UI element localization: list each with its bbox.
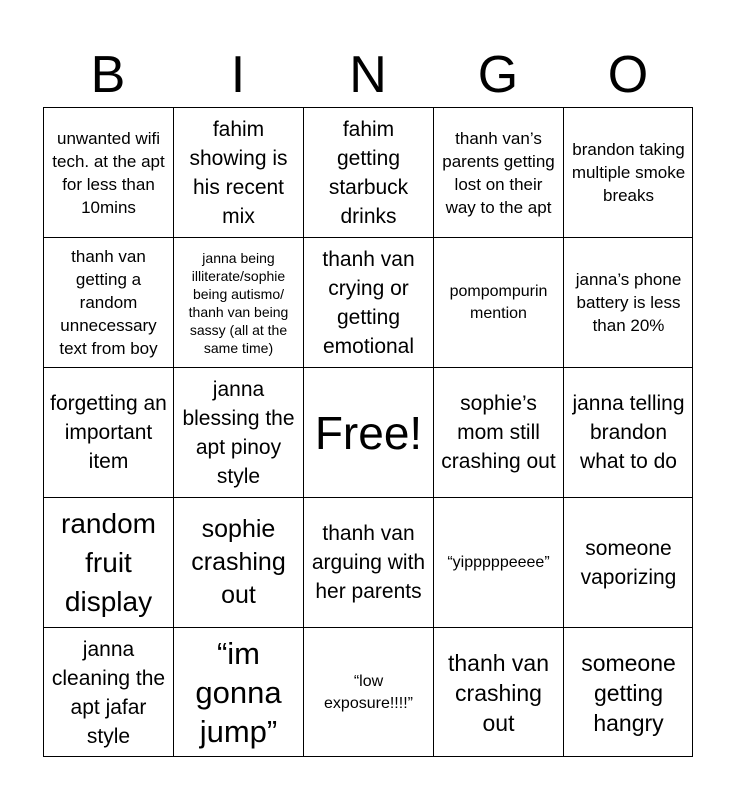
- bingo-cell-3[interactable]: [303, 107, 433, 237]
- cell-text: thanh van crashing out: [447, 649, 550, 736]
- bingo-cell-free[interactable]: [303, 367, 433, 497]
- bingo-board: [43, 107, 693, 757]
- cell-text: random fruit display: [61, 508, 156, 617]
- bingo-cell-8[interactable]: [303, 237, 433, 367]
- cell-text: sophie crashing out: [191, 515, 286, 609]
- bingo-cell-7[interactable]: [173, 237, 303, 367]
- header-letter-i: I: [230, 46, 246, 104]
- bingo-cell-19[interactable]: [433, 497, 563, 627]
- bingo-cell-21[interactable]: [43, 627, 173, 757]
- cell-text: thanh van crying or getting emotional: [322, 247, 415, 358]
- cell-text: unwanted wifi tech. at the apt for less than 10mins: [52, 128, 165, 217]
- cell-text: janna cleaning the apt jafar style: [51, 637, 166, 748]
- bingo-cell-11[interactable]: [43, 367, 173, 497]
- cell-text: thanh van’s parents getting lost on their way to the apt: [442, 128, 555, 217]
- bingo-cell-23[interactable]: [303, 627, 433, 757]
- bingo-cell-17[interactable]: [173, 497, 303, 627]
- cell-text: “yipppppeeee”: [447, 553, 550, 571]
- cell-text: thanh van getting a random unnecessary text from boy: [59, 247, 158, 358]
- header-letter-n: N: [349, 46, 387, 104]
- bingo-cell-22[interactable]: [173, 627, 303, 757]
- cell-text: janna telling brandon what to do: [572, 392, 685, 473]
- free-space-label: Free!: [314, 406, 423, 459]
- bingo-cell-12[interactable]: [173, 367, 303, 497]
- cell-text: thanh van arguing with her parents: [311, 522, 426, 603]
- cell-text: “low exposure!!!!”: [324, 672, 413, 712]
- bingo-cell-2[interactable]: [173, 107, 303, 237]
- header-letter-g: G: [477, 46, 519, 104]
- cell-text: sophie’s mom still crashing out: [441, 392, 556, 473]
- bingo-cell-14[interactable]: [433, 367, 563, 497]
- cell-text: janna’s phone battery is less than 20%: [575, 270, 682, 335]
- cell-text: brandon taking multiple smoke breaks: [571, 140, 686, 205]
- cell-text: forgetting an important item: [50, 392, 167, 473]
- cell-text: fahim showing is his recent mix: [189, 117, 288, 228]
- cell-text: fahim getting starbuck drinks: [328, 117, 409, 228]
- cell-text: janna being illiterate/sophie being autismo/ thanh van being sassy (all at the same time): [188, 249, 289, 356]
- bingo-cell-9[interactable]: [433, 237, 563, 367]
- bingo-cell-15[interactable]: [563, 367, 693, 497]
- header-letter-o: O: [607, 46, 649, 104]
- cell-text: pompompurin mention: [449, 282, 548, 322]
- bingo-cell-24[interactable]: [433, 627, 563, 757]
- bingo-header: [43, 44, 693, 106]
- cell-text: “im gonna jump”: [195, 636, 282, 749]
- header-letter-b: B: [90, 46, 126, 104]
- bingo-cell-25[interactable]: [563, 627, 693, 757]
- cell-text: janna blessing the apt pinoy style: [182, 377, 295, 488]
- bingo-cell-16[interactable]: [43, 497, 173, 627]
- cell-text: someone vaporizing: [580, 536, 677, 589]
- cell-text: someone getting hangry: [581, 649, 676, 736]
- bingo-cell-10[interactable]: [563, 237, 693, 367]
- bingo-cell-4[interactable]: [433, 107, 563, 237]
- bingo-cell-1[interactable]: [43, 107, 173, 237]
- bingo-cell-6[interactable]: [43, 237, 173, 367]
- bingo-cell-20[interactable]: [563, 497, 693, 627]
- bingo-cell-18[interactable]: [303, 497, 433, 627]
- bingo-cell-5[interactable]: [563, 107, 693, 237]
